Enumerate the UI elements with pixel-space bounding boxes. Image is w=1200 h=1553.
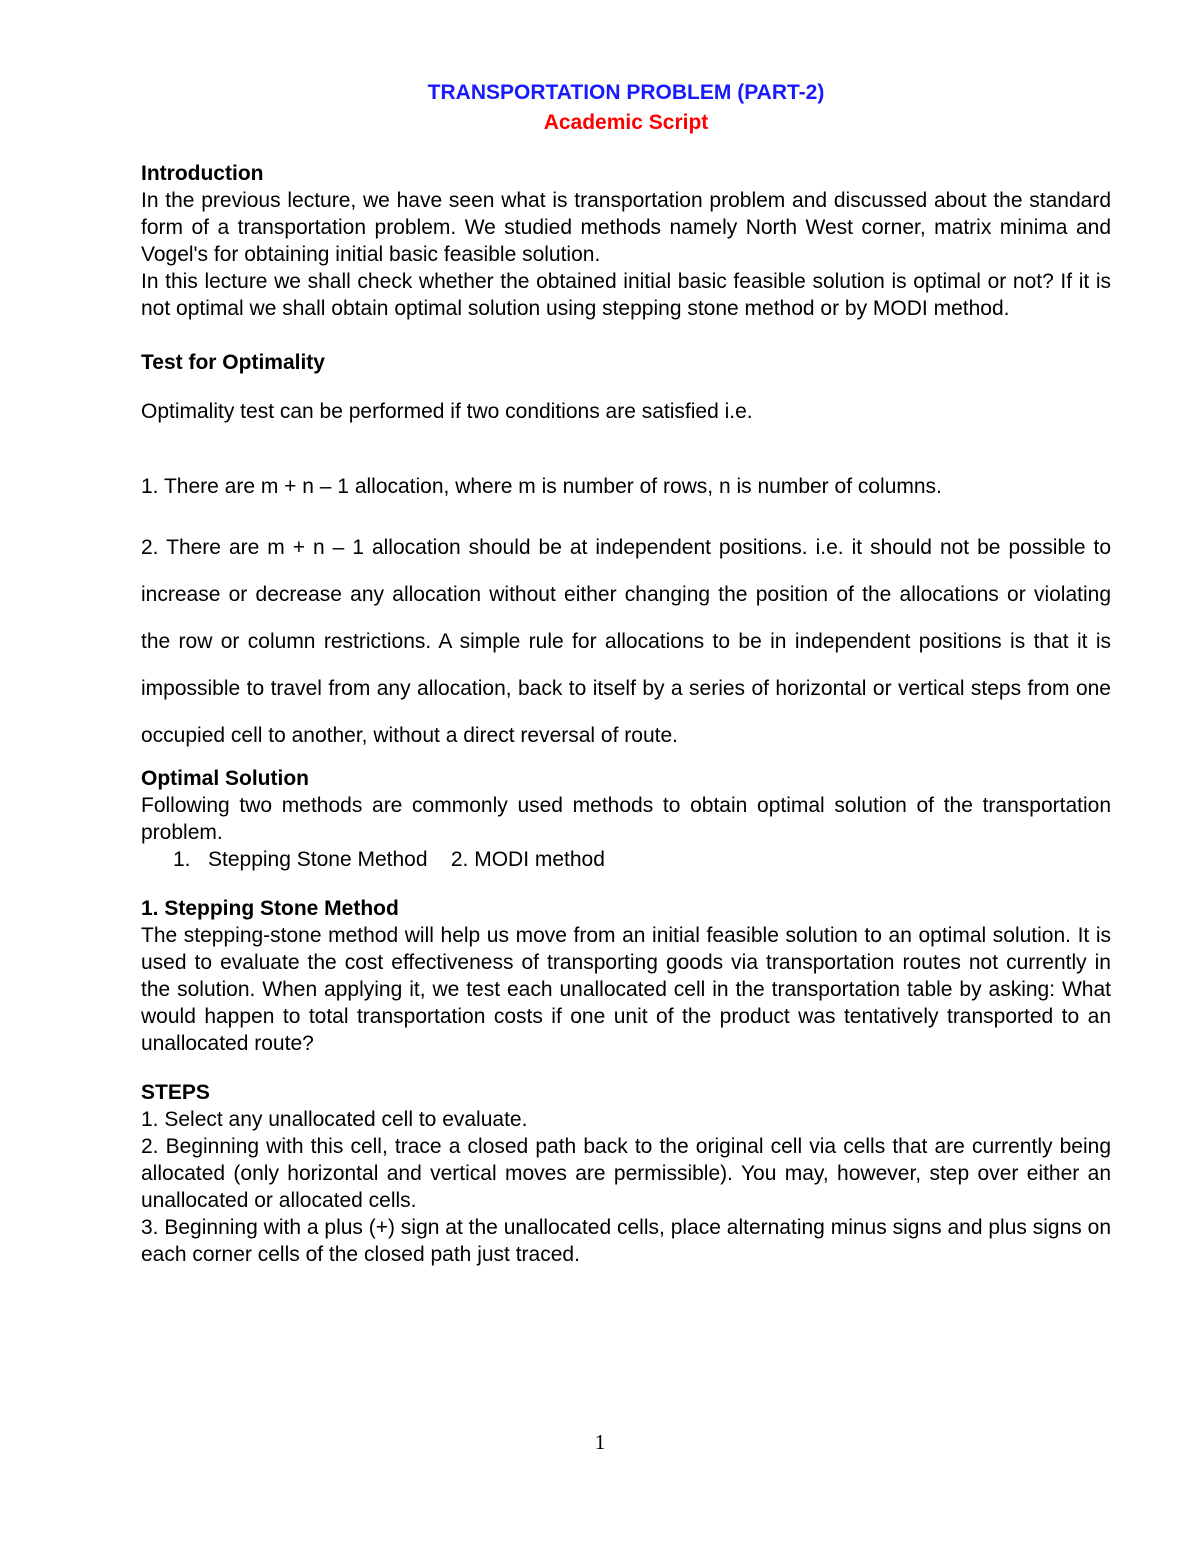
- optimal-solution-paragraph: Following two methods are commonly used methods to obtain optimal solution of the transportation problem.: [141, 794, 1111, 844]
- heading-test-for-optimality: Test for Optimality: [141, 351, 325, 374]
- step-3: 3. Beginning with a plus (+) sign at the unallocated cells, place alternating minus signs and plus signs on each corner cells of the closed path just traced.: [141, 1216, 1111, 1266]
- steps-section: [141, 1079, 1111, 1268]
- heading-optimal-solution: Optimal Solution: [141, 767, 309, 790]
- step-2: 2. Beginning with this cell, trace a closed path back to the original cell via cells that are currently being allocated (only horizontal and vertical moves are permissible). You may, however, step over either an unallocated or allocated cells.: [141, 1135, 1111, 1212]
- heading-stepping-stone-method: 1. Stepping Stone Method: [141, 897, 399, 920]
- methods-list: 1. Stepping Stone Method 2. MODI method: [173, 848, 605, 871]
- document-title: TRANSPORTATION PROBLEM (PART-2): [427, 81, 825, 104]
- document-page: [141, 78, 1111, 1268]
- heading-steps: STEPS: [141, 1081, 210, 1104]
- stepping-stone-paragraph: The stepping-stone method will help us move from an initial feasible solution to an optimal solution. It is used to evaluate the cost effectiveness of transporting goods via transportation routes not currently in the solution. When applying it, we test each unallocated cell in the transportation table by asking: What would happen to total transportation costs if one unit of the product was tentatively transported to an unallocated route?: [141, 924, 1111, 1055]
- intro-paragraph-1: In the previous lecture, we have seen what is transportation problem and discussed about the standard form of a transportation problem. We studied methods namely North West corner, matrix minima and Vogel's for obtaining initial basic feasible solution.: [141, 189, 1111, 266]
- heading-introduction: Introduction: [141, 162, 264, 185]
- intro-paragraph-2: In this lecture we shall check whether the obtained initial basic feasible solution is optimal or not? If it is not optimal we shall obtain optimal solution using stepping stone method or by MODI method.: [141, 270, 1111, 320]
- optimality-condition-1: 1. There are m + n – 1 allocation, where m is number of rows, n is number of columns.: [141, 475, 942, 498]
- optimality-lead: Optimality test can be performed if two conditions are satisfied i.e.: [141, 400, 753, 423]
- document-subtitle: Academic Script: [543, 111, 709, 134]
- page-number: 1: [594, 1430, 606, 1454]
- optimality-condition-2: 2. There are m + n – 1 allocation should be at independent positions. i.e. it should not be possible to increase or decrease any allocation without either changing the position of the allocations or violating the row or column restrictions. A simple rule for allocations to be in independent positions is that it is impossible to travel from any allocation, back to itself by a series of horizontal or vertical steps from one occupied cell to another, without a direct reversal of route.: [141, 536, 1111, 747]
- step-1: 1. Select any unallocated cell to evaluate.: [141, 1108, 528, 1131]
